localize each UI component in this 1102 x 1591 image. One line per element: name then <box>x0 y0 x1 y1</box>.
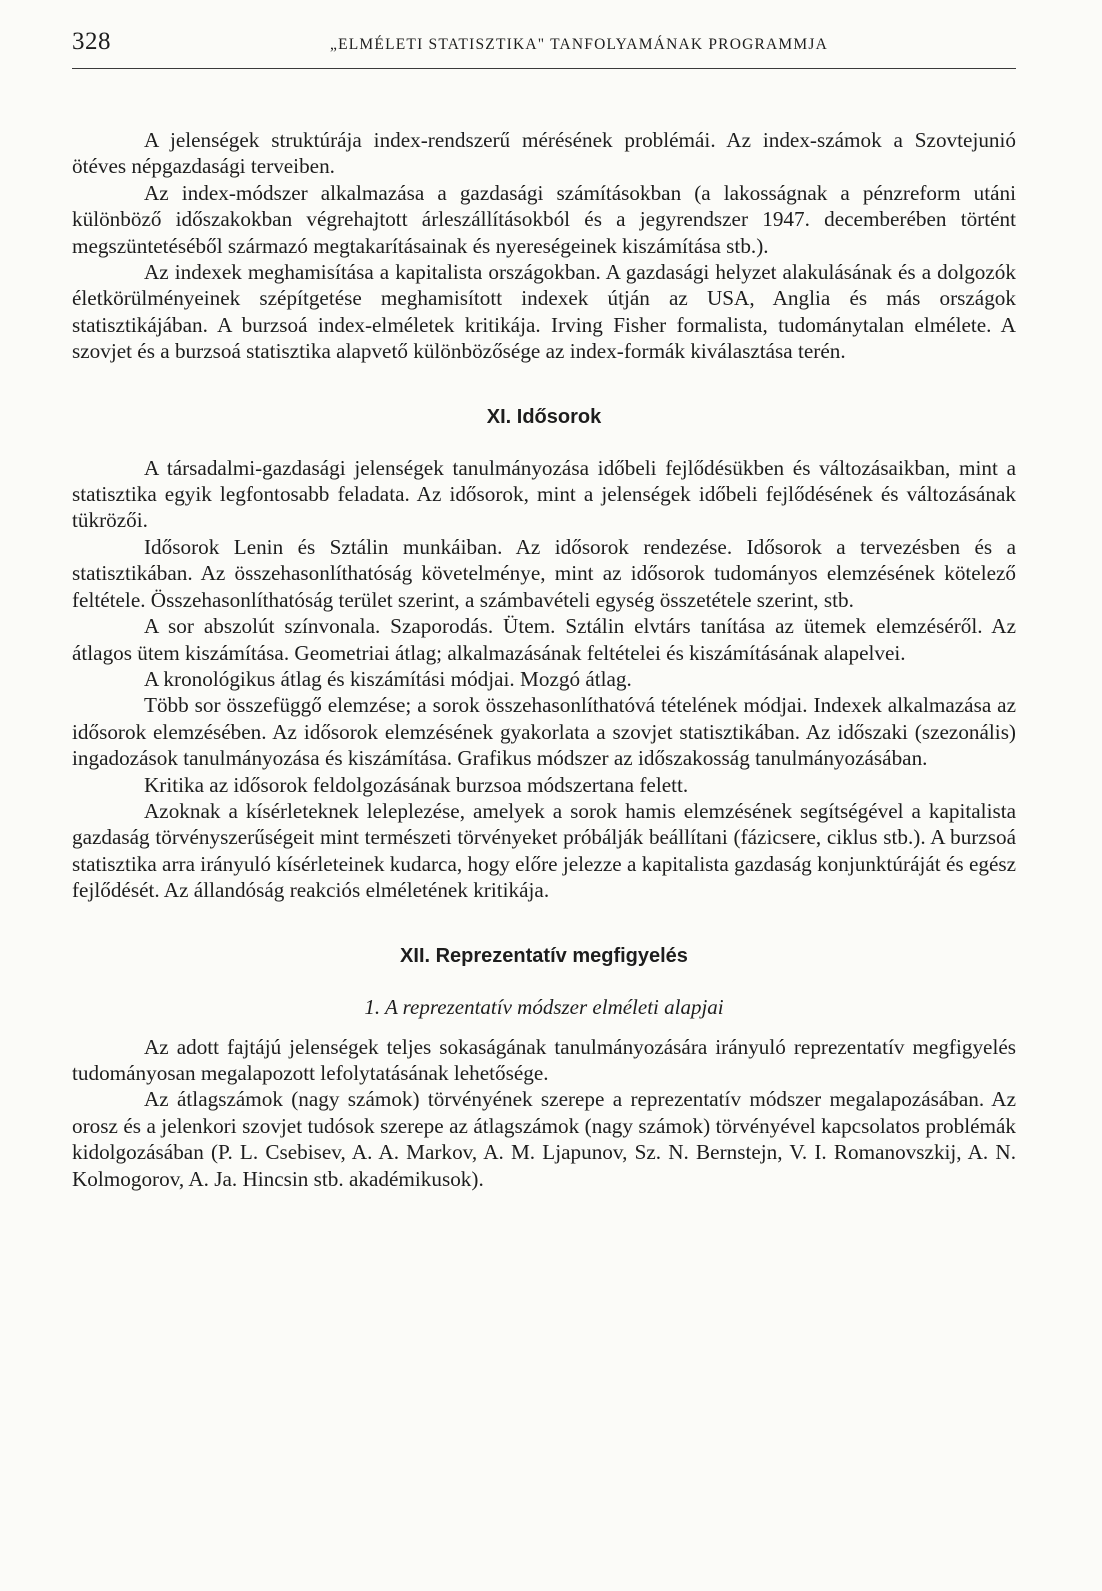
paragraph: Kritika az idősorok feldolgozásának burzsoa módszertana felett. <box>144 772 689 797</box>
page-body <box>72 127 1016 1192</box>
paragraph: Azoknak a kísérleteknek leleplezése, amelyek a sorok hamis elemzésének segítségével a kapitalista gazdaság törvényszerűségeit mint természeti törvényeket próbálják beállítani (fázicsere, ciklus stb.). A burzsoá statisztika arra irányuló kísérleteinek kudarca, hogy előre jelezze a kapitalista gazdaság konjunktúráját és egész fejlődését. Az állandóság reakciós elméletének kritikája. <box>72 798 1016 903</box>
paragraph: Az átlagszámok (nagy számok) törvényének szerepe a reprezentatív módszer megalapozásában. Az orosz és a jelenkori szovjet tudósok szerepe az átlagszámok (nagy számok) törvényével kapcsolatos problémák kidolgozásában (P. L. Csebisev, A. A. Markov, A. M. Ljapunov, Sz. N. Bernstejn, V. I. Romanovszkij, A. N. Kolmogorov, A. Ja. Hincsin stb. akadémikusok). <box>72 1087 1016 1191</box>
page-header <box>72 28 1016 69</box>
paragraph: Az index-módszer alkalmazása a gazdasági számításokban (a lakosságnak a pénzreform utáni különböző időszakokban végrehajtott árleszállításokból és a jegyrendszer 1947. decemberében történt megszüntetéséből származó megtakarításainak és nyereségeinek kiszámítása stb.). <box>72 180 1016 258</box>
document-page <box>72 28 1016 1192</box>
paragraph: Idősorok Lenin és Sztálin munkáiban. Az idősorok rendezése. Idősorok a tervezésben és a statisztikában. Az összehasonlíthatóság követelménye, mint az idősorok tudományos elemzésének kötelező feltétele. Összehasonlíthatóság terület szerint, a számbavételi egység összetétele szerint, stb. <box>72 534 1016 612</box>
paragraph: A társadalmi-gazdasági jelenségek tanulmányozása időbeli fejlődésükben és változásaikban, mint a statisztika egyik legfontosabb feladata. Az idősorok, mint a jelenségek időbeli fejlődésének és változásának tükrözői. <box>72 455 1016 533</box>
paragraph: Több sor összefüggő elemzése; a sorok összehasonlíthatóvá tételének módjai. Indexek alkalmazása az idősorok elemzésében. Az idősorok elemzésének gyakorlata a szovjet statisztikában. Az időszaki (szezonális) ingadozások tanulmányozása és kiszámítása. Grafikus módszer az időszakosság tanulmányozásában. <box>72 693 1016 771</box>
section-title-xii: XII. Reprezentatív megfigyelés <box>400 944 688 967</box>
page-number: 328 <box>72 28 111 55</box>
paragraph: Az adott fajtájú jelenségek teljes sokaságának tanulmányozására irányuló reprezentatív megfigyelés tudományosan megalapozott lefolytatásának lehetősége. <box>72 1034 1016 1085</box>
paragraph: A kronológikus átlag és kiszámítási módjai. Mozgó átlag. <box>144 666 632 691</box>
section-title-xi: XI. Idősorok <box>486 405 602 428</box>
paragraph: A sor abszolút színvonala. Szaporodás. Ütem. Sztálin elvtárs tanítása az ütemek elemzéséről. Az átlagos ütem kiszámítása. Geometriai átlag; alkalmazásának feltételei és kiszámításának alapelvei. <box>72 614 1016 665</box>
subsection-title: 1. A reprezentatív módszer elméleti alapjai <box>364 994 724 1019</box>
running-title: „ELMÉLETI STATISZTIKA" TANFOLYAMÁNAK PROGRAMMJA <box>330 36 828 53</box>
paragraph: A jelenségek struktúrája index-rendszerű mérésének problémái. Az index-számok a Szovtejunió ötéves népgazdasági terveiben. <box>72 128 1016 179</box>
paragraph: Az indexek meghamisítása a kapitalista országokban. A gazdasági helyzet alakulásának és a dolgozók életkörülményeinek szépítgetése meghamisított indexek útján az USA, Anglia és más országok statisztikájában. A burzsoá index-elméletek kritikája. Irving Fisher formalista, tudománytalan elmélete. A szovjet és a burzsoá statisztika alapvető különbözősége az index-formák kiválasztása terén. <box>72 260 1016 364</box>
